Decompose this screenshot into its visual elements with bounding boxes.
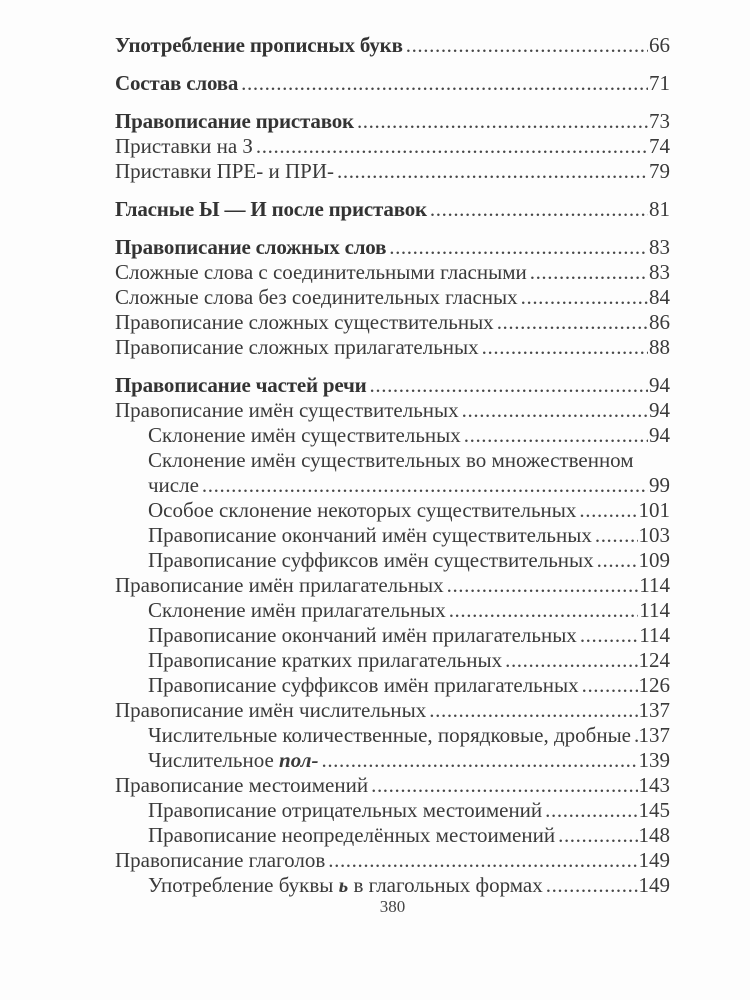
toc-entry-label (115, 109, 354, 134)
toc-entry (115, 598, 670, 623)
toc-entry-page: 73 (649, 109, 670, 133)
toc-entry-text: числе (148, 473, 199, 497)
toc-entry (115, 33, 670, 58)
toc-entry-page: 114 (639, 598, 670, 622)
toc-leader-dots (464, 423, 648, 448)
toc-entry-text: Правописание имён числительных (115, 698, 427, 722)
toc-entry (115, 573, 670, 598)
toc-entry (115, 398, 670, 423)
toc-leader-dots (546, 873, 638, 898)
toc-entry-text: Правописание суффиксов имён существительных (148, 548, 594, 572)
toc-entry (115, 423, 670, 448)
toc-entry (115, 773, 670, 798)
toc-entry-page: 114 (639, 623, 670, 647)
toc-entry-page: 137 (638, 698, 670, 722)
toc-entry-label (115, 33, 403, 58)
toc-entry-page: 88 (649, 335, 670, 359)
toc-entry (115, 71, 670, 96)
toc-entry (115, 848, 670, 873)
toc-entry-label (115, 398, 459, 423)
toc-entry-label (148, 598, 446, 623)
toc-leader-dots (430, 197, 648, 222)
toc-leader-dots (202, 473, 648, 498)
toc-entry-text: Правописание окончаний имён существительных (148, 523, 592, 547)
toc-entry-page: 94 (649, 373, 670, 397)
toc-leader-dots (429, 698, 637, 723)
toc-entry (115, 648, 670, 673)
toc-entry (115, 310, 670, 335)
toc-entry-label (148, 548, 594, 573)
toc-leader-dots (256, 134, 648, 159)
page-number: 380 (379, 897, 406, 916)
toc-leader-dots (580, 623, 638, 648)
toc-leader-dots (449, 598, 639, 623)
toc-entry-page: 145 (638, 798, 670, 822)
toc-entry (115, 498, 670, 523)
toc-entry-label (115, 235, 386, 260)
toc-entry-page: 114 (639, 573, 670, 597)
toc-entry-label (148, 423, 461, 448)
toc-entry-page: 81 (649, 197, 670, 221)
toc-entry-page: 137 (638, 723, 670, 747)
toc-entry-text: Приставки на З (115, 134, 253, 158)
toc-leader-dots (505, 648, 637, 673)
toc-leader-dots (241, 71, 648, 96)
toc-entry-label (115, 134, 253, 159)
toc-entry-text: Гласные Ы — И после приставок (115, 197, 427, 221)
toc-entry-text: Числительные количественные, порядковые, дробные (148, 723, 631, 747)
toc-entry-page: 83 (649, 260, 670, 284)
toc-leader-dots (321, 748, 637, 773)
toc-entry (115, 523, 670, 548)
toc-entry-text: Правописание приставок (115, 109, 354, 133)
toc-entry-text: Правописание местоимений (115, 773, 369, 797)
toc-entry-page: 94 (649, 423, 670, 447)
toc-entry (115, 109, 670, 134)
toc-entry-text: Правописание сложных существительных (115, 310, 494, 334)
toc-entry-label (115, 698, 426, 723)
toc-entry-text: Состав слова (115, 71, 239, 95)
toc-leader-dots (595, 523, 638, 548)
toc-entry-label (148, 498, 576, 523)
toc-entry-label (115, 197, 427, 222)
toc-entry-page: 148 (638, 823, 670, 847)
toc-entry (115, 159, 670, 184)
toc-entry-page: 149 (638, 873, 670, 897)
toc-entry-page: 94 (649, 398, 670, 422)
toc-entry (115, 823, 670, 848)
toc-leader-dots (447, 573, 639, 598)
toc-entry-label (115, 573, 444, 598)
toc-entry (115, 235, 670, 260)
toc-leader-dots (597, 548, 638, 573)
toc-entry-text: Правописание отрицательных местоимений (148, 798, 543, 822)
toc-entry-page: 139 (638, 748, 670, 772)
toc-leader-dots (371, 773, 637, 798)
toc-entry-text: Правописание частей речи (115, 373, 367, 397)
toc-entry-text: Правописание сложных слов (115, 235, 387, 259)
toc-entry-label (148, 798, 542, 823)
toc-entry (115, 285, 670, 310)
toc-entry-page: 124 (638, 648, 670, 672)
toc-entry-label (115, 773, 368, 798)
toc-leader-dots (328, 848, 637, 873)
toc-entry-label (148, 673, 579, 698)
toc-entry (115, 798, 670, 823)
toc-leader-dots (357, 109, 648, 134)
toc-entry-page: 143 (638, 773, 670, 797)
toc-entry (115, 748, 670, 773)
toc-entry-text: Склонение имён существительных (148, 423, 461, 447)
toc-entry-label (148, 473, 199, 498)
toc-entry-text: Правописание кратких прилагательных (148, 648, 503, 672)
toc-leader-dots (582, 673, 638, 698)
toc-entry-page: 71 (649, 71, 670, 95)
toc-entry-emphasis: пол- (279, 748, 319, 772)
toc-entry-page: 86 (649, 310, 670, 334)
toc-entry (115, 873, 670, 898)
toc-leader-dots (406, 33, 648, 58)
toc-entry (115, 335, 670, 360)
toc-entry-text: Склонение имён существительных во множественном (148, 448, 634, 472)
toc-entry-page: 99 (649, 473, 670, 497)
toc-entry-text-tail: в глагольных формах (348, 873, 543, 897)
toc-entry-page: 66 (649, 33, 670, 57)
toc-entry-text: Правописание глаголов (115, 848, 326, 872)
toc-entry-text: Употребление прописных букв (115, 33, 403, 57)
toc-entry-text: Склонение имён прилагательных (148, 598, 446, 622)
toc-entry-text: Числительное (148, 748, 280, 772)
toc-entry-label (148, 748, 318, 773)
toc-entry-label (148, 823, 555, 848)
toc-entry-label (115, 848, 325, 873)
toc-entry-text: Правописание имён существительных (115, 398, 459, 422)
toc-entry (115, 134, 670, 159)
toc-leader-dots (497, 310, 648, 335)
toc-entry (115, 197, 670, 222)
toc-entry-label (115, 335, 479, 360)
toc-entry-label (115, 159, 334, 184)
toc-entry-label (115, 260, 527, 285)
toc-entry (115, 448, 670, 473)
toc-entry (115, 473, 670, 498)
toc-entry (115, 548, 670, 573)
toc-leader-dots (370, 373, 648, 398)
toc-entry-text: Приставки ПРЕ- и ПРИ- (115, 159, 334, 183)
toc-entry-text: Правописание неопределённых местоимений (148, 823, 556, 847)
toc-entry-text: Правописание окончаний имён прилагательных (148, 623, 577, 647)
toc-entry-label (115, 285, 518, 310)
toc-leader-dots (337, 159, 648, 184)
toc-leader-dots (530, 260, 648, 285)
toc-entry-label (115, 373, 367, 398)
toc-entry (115, 723, 670, 748)
toc-leader-dots (482, 335, 648, 360)
toc-leader-dots (634, 723, 638, 748)
toc-leader-dots (521, 285, 648, 310)
toc-entry-text: Правописание суффиксов имён прилагательных (148, 673, 579, 697)
toc-entry (115, 260, 670, 285)
toc-entry-text: Особое склонение некоторых существительных (148, 498, 577, 522)
toc-leader-dots (579, 498, 637, 523)
toc-entry-page: 149 (638, 848, 670, 872)
toc-entry (115, 673, 670, 698)
toc-entry (115, 623, 670, 648)
toc-entry-text: Сложные слова без соединительных гласных (115, 285, 518, 309)
toc-entry-text: Сложные слова с соединительными гласными (115, 260, 527, 284)
toc-entry-text: Употребление буквы (148, 873, 339, 897)
toc-entry-page: 74 (649, 134, 670, 158)
toc-entry-label (148, 648, 502, 673)
toc-entry-page: 83 (649, 235, 670, 259)
toc-entry-page: 84 (649, 285, 670, 309)
toc-entry-label (148, 723, 631, 748)
toc-entry (115, 373, 670, 398)
toc-leader-dots (545, 798, 637, 823)
toc-entry-label (115, 310, 494, 335)
toc-entry-page: 126 (638, 673, 670, 697)
toc-entry-page: 79 (649, 159, 670, 183)
toc-entry-text: Правописание сложных прилагательных (115, 335, 479, 359)
toc-entry-page: 109 (638, 548, 670, 572)
toc-entry-emphasis: ь (338, 873, 349, 897)
toc-entry-page: 101 (638, 498, 670, 522)
toc-leader-dots (462, 398, 648, 423)
toc-entry (115, 698, 670, 723)
toc-leader-dots (389, 235, 648, 260)
toc-entry-label (115, 71, 238, 96)
toc-entry-label (148, 448, 634, 473)
toc-leader-dots (558, 823, 637, 848)
toc-entry-label (148, 623, 577, 648)
toc-entry-label (148, 873, 543, 898)
toc-entry-page: 103 (638, 523, 670, 547)
toc-entry-label (148, 523, 592, 548)
toc-list (115, 33, 670, 898)
toc-entry-text: Правописание имён прилагательных (115, 573, 444, 597)
